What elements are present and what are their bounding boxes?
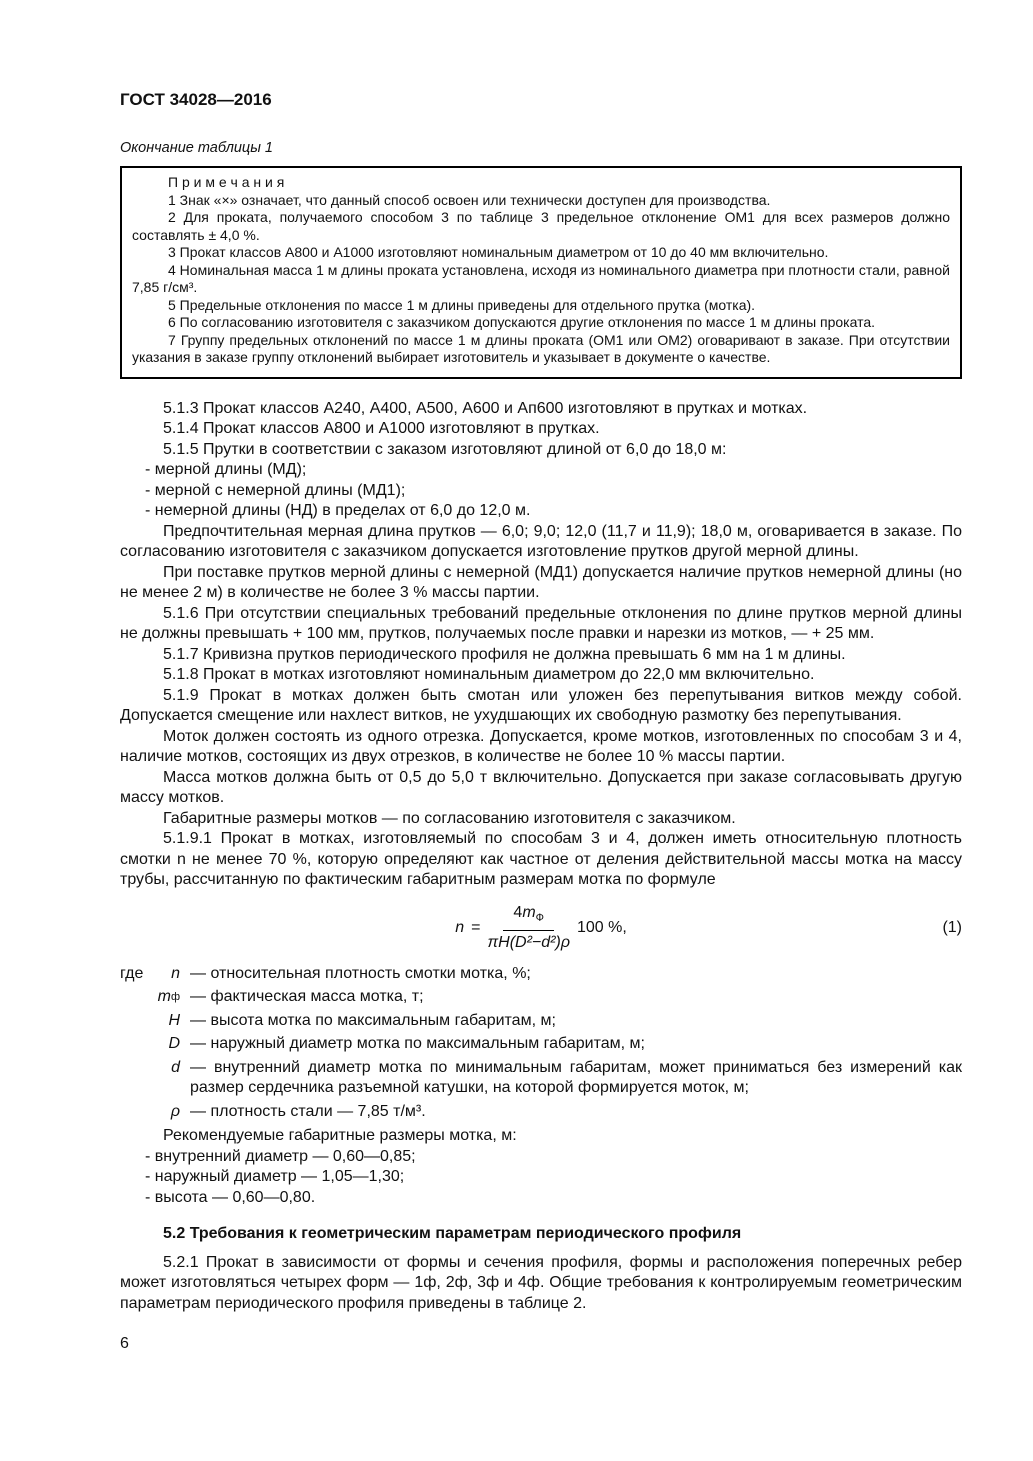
paragraph-coil-mass: Масса мотков должна быть от 0,5 до 5,0 т включительно. Допускается при заказе согласовывать другую массу мотков. [120, 768, 962, 806]
definitions-list [120, 964, 962, 1123]
document-body [120, 399, 962, 1355]
section-heading-5-2: 5.2 Требования к геометрическим параметрам периодического профиля [163, 1225, 742, 1243]
list-item-outer-diameter: - наружный диаметр — 1,05—1,30; [145, 1168, 405, 1186]
list-item-md1: - мерной с немерной длины (МД1); [145, 481, 406, 499]
formula-multiplier: 100 %, [576, 918, 627, 936]
list-item-md: - мерной длины (МД); [145, 461, 307, 478]
list-item-nd: - немерной длины (НД) в пределах от 6,0 до 12,0 м. [145, 502, 531, 519]
formula-block [120, 903, 962, 954]
formula-equals: = [471, 918, 481, 936]
note-item-7: 7 Группу предельных отклонений по массе 1 м длины проката (ОМ1 или ОМ2) оговаривают в заказе. При отсутствии указания в заказе группу отклонений выбирает изготовитель и указывает в документе о качестве. [132, 331, 950, 365]
paragraph-5-1-8: 5.1.8 Прокат в мотках изготовляют номинальным диаметром до 22,0 мм включительно. [163, 666, 815, 683]
definition-text: — фактическая масса мотка, т; [190, 988, 424, 1006]
paragraph-5-1-3: 5.1.3 Прокат классов А240, А400, А500, А600 и Ап600 изготовляют в прутках и мотках. [163, 399, 808, 417]
gost-document-number: ГОСТ 34028—2016 [120, 90, 272, 109]
paragraph-preferred-length: Предпочтительная мерная длина прутков — 6,0; 9,0; 12,0 (11,7 и 11,9); 18,0 м, оговаривается в заказе. По согласованию изготовителя с заказчиком допускается изготовление прутков другой мерной длины. [120, 522, 962, 560]
definition-row-d-outer [120, 1034, 962, 1055]
formula-fraction [487, 903, 570, 954]
note-item-1: 1 Знак «×» означает, что данный способ освоен или технически доступен для производства. [168, 191, 771, 208]
definition-row-rho [120, 1102, 962, 1123]
definition-term: где n [120, 964, 180, 982]
definition-row-mf [120, 987, 962, 1008]
paragraph-5-1-6: 5.1.6 При отсутствии специальных требований предельные отклонения по длине прутков мерной длины не должны превышать + 100 мм, прутков, получаемых после правки и нарезки из мотков, — + 25 мм. [120, 604, 962, 642]
definition-text: — относительная плотность смотки мотка, %; [190, 964, 531, 982]
definition-term: ρ [170, 1102, 180, 1120]
note-item-4: 4 Номинальная масса 1 м длины проката установлена, исходя из номинального диаметра при плотности стали, равной 7,85 г/см³. [132, 261, 950, 295]
paragraph-5-1-9-1: 5.1.9.1 Прокат в мотках, изготовляемый по способам 3 и 4, должен иметь относительную плотность смотки n не менее 70 %, которую определяют как частное от деления действительной массы мотка на массу трубы, рассчитанную по фактическим габаритным размерам мотка по формуле [120, 830, 962, 888]
definition-text: — высота мотка по максимальным габаритам, м; [190, 1011, 556, 1029]
note-item-5: 5 Предельные отклонения по массе 1 м длины приведены для отдельного прутка (мотка). [168, 296, 756, 313]
paragraph-delivery: При поставке прутков мерной длины с немерной (МД1) допускается наличие прутков немерной длины (но не менее 2 м) в количестве не более 3 % массы партии. [120, 563, 962, 601]
paragraph-5-1-9: 5.1.9 Прокат в мотках должен быть смотан или уложен без перепутывания витков между собой. Допускается смещение или нахлест витков, не ухудшающих их свободную размотку без перепутывания. [120, 686, 962, 724]
winding-density-formula [455, 903, 627, 954]
formula-denominator: πH(D²−d²)ρ [487, 934, 570, 952]
table-end-caption: Окончание таблицы 1 [120, 140, 273, 156]
definition-row-d-inner [120, 1058, 962, 1099]
notes-box [120, 166, 962, 379]
paragraph-coil-dimensions: Габаритные размеры мотков — по согласованию изготовителя с заказчиком. [163, 809, 736, 827]
equation-number: (1) [942, 918, 962, 936]
notes-title: П р и м е ч а н и я [168, 174, 285, 190]
list-item-inner-diameter: - внутренний диаметр — 0,60—0,85; [145, 1147, 416, 1165]
definition-term: d [171, 1058, 180, 1076]
note-item-3: 3 Прокат классов А800 и А1000 изготовляют номинальным диаметром от 10 до 40 мм включительно. [168, 244, 829, 260]
definition-row-n [120, 964, 962, 985]
paragraph-5-1-7: 5.1.7 Кривизна прутков периодического профиля не должна превышать 6 мм на 1 м длины. [163, 645, 846, 663]
paragraph-5-2-1: 5.2.1 Прокат в зависимости от формы и сечения профиля, формы и расположения поперечных ребер может изготовляться четырех форм — 1ф, 2ф, 3ф и 4ф. Общие требования к контролируемым геометрическим параметрам периодического профиля приведены в таблице 2. [120, 1253, 962, 1312]
paragraph-5-1-5: 5.1.5 Прутки в соответствии с заказом изготовляют длиной от 6,0 до 18,0 м: [163, 440, 727, 458]
definition-text: — наружный диаметр мотка по максимальным габаритам, м; [190, 1035, 645, 1053]
note-item-2: 2 Для проката, получаемого способом 3 по таблице 3 предельное отклонение ОМ1 для всех размеров должно составлять ± 4,0 %. [132, 209, 950, 243]
definition-text: — плотность стали — 7,85 т/м³. [190, 1102, 426, 1120]
definition-term: m ф [157, 988, 180, 1006]
formula-numerator: $4m_Ф$ [503, 903, 554, 932]
paragraph-5-1-4: 5.1.4 Прокат классов А800 и А1000 изготовляют в прутках. [163, 420, 600, 437]
definition-text: — внутренний диаметр мотка по минимальным габаритам, может приниматься без измерений как размер сердечника разъемной катушки, на которой формируется моток, м; [190, 1058, 962, 1097]
definition-term: H [168, 1011, 180, 1029]
page-number: 6 [120, 1335, 129, 1353]
definition-row-h [120, 1011, 962, 1032]
note-item-6: 6 По согласованию изготовителя с заказчиком допускаются другие отклонения по массе 1 м длины проката. [168, 314, 876, 330]
paragraph-recommended-sizes: Рекомендуемые габаритные размеры мотка, м: [163, 1127, 517, 1145]
list-item-height: - высота — 0,60—0,80. [145, 1188, 316, 1206]
formula-variable: n [455, 918, 465, 936]
paragraph-coil-single-piece: Моток должен состоять из одного отрезка. Допускается, кроме мотков, изготовленных по способам 3 и 4, наличие мотков, состоящих из двух отрезков, в количестве не более 10 % массы партии. [120, 727, 962, 765]
definition-term: D [168, 1035, 180, 1053]
